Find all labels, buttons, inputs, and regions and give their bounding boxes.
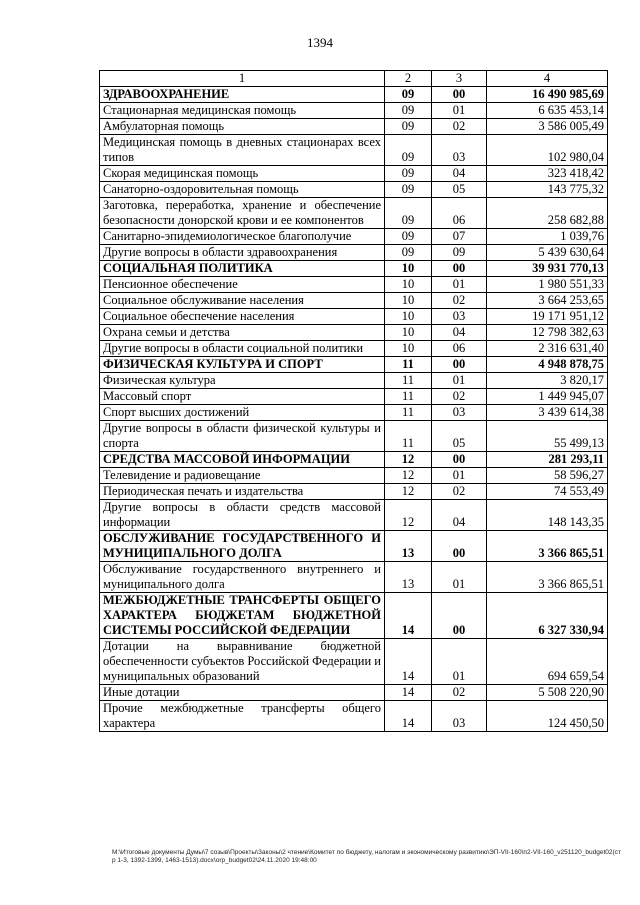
table-section-row: [100, 357, 608, 373]
row-section-code: 11: [385, 421, 432, 452]
table-header-row: [100, 71, 608, 87]
row-amount: 39 931 770,13: [487, 261, 608, 277]
table-row: [100, 639, 608, 685]
row-name: Периодическая печать и издательства: [100, 484, 385, 500]
row-amount: 124 450,50: [487, 701, 608, 732]
row-subsection-code: 02: [432, 389, 487, 405]
row-amount: 12 798 382,63: [487, 325, 608, 341]
row-subsection-code: 02: [432, 293, 487, 309]
table-section-row: [100, 531, 608, 562]
row-subsection-code: 00: [432, 531, 487, 562]
row-subsection-code: 05: [432, 421, 487, 452]
table-row: [100, 701, 608, 732]
row-amount: 3 586 005,49: [487, 119, 608, 135]
table-row: [100, 421, 608, 452]
table-row: [100, 562, 608, 593]
row-amount: 281 293,11: [487, 452, 608, 468]
row-amount: 58 596,27: [487, 468, 608, 484]
row-section-code: 09: [385, 229, 432, 245]
row-name: Охрана семьи и детства: [100, 325, 385, 341]
row-name: Обслуживание государственного внутреннего и муниципального долга: [100, 562, 385, 593]
row-section-code: 14: [385, 701, 432, 732]
row-name: ОБСЛУЖИВАНИЕ ГОСУДАРСТВЕННОГО И МУНИЦИПАЛЬНОГО ДОЛГА: [100, 531, 385, 562]
row-section-code: 10: [385, 309, 432, 325]
row-amount: 2 316 631,40: [487, 341, 608, 357]
row-section-code: 10: [385, 277, 432, 293]
row-section-code: 11: [385, 357, 432, 373]
budget-table: [99, 70, 608, 732]
row-section-code: 09: [385, 135, 432, 166]
row-name: Другие вопросы в области здравоохранения: [100, 245, 385, 261]
table-row: [100, 166, 608, 182]
table-row: [100, 500, 608, 531]
row-name: СОЦИАЛЬНАЯ ПОЛИТИКА: [100, 261, 385, 277]
row-section-code: 11: [385, 405, 432, 421]
row-subsection-code: 00: [432, 452, 487, 468]
row-amount: 5 508 220,90: [487, 685, 608, 701]
row-subsection-code: 09: [432, 245, 487, 261]
row-name: Массовый спорт: [100, 389, 385, 405]
row-subsection-code: 04: [432, 325, 487, 341]
table-row: [100, 277, 608, 293]
row-amount: 3 366 865,51: [487, 562, 608, 593]
row-section-code: 13: [385, 562, 432, 593]
row-amount: 5 439 630,64: [487, 245, 608, 261]
row-name: Телевидение и радиовещание: [100, 468, 385, 484]
row-amount: 148 143,35: [487, 500, 608, 531]
page-number: 1394: [307, 35, 333, 50]
table-row: [100, 373, 608, 389]
row-name: Спорт высших достижений: [100, 405, 385, 421]
row-section-code: 12: [385, 468, 432, 484]
row-section-code: 10: [385, 341, 432, 357]
column-header-amount: 4: [487, 71, 608, 87]
table-row: [100, 341, 608, 357]
row-amount: 1 449 945,07: [487, 389, 608, 405]
row-section-code: 12: [385, 484, 432, 500]
row-amount: 6 327 330,94: [487, 593, 608, 639]
row-section-code: 11: [385, 389, 432, 405]
row-subsection-code: 01: [432, 103, 487, 119]
row-name: Скорая медицинская помощь: [100, 166, 385, 182]
row-amount: 3 439 614,38: [487, 405, 608, 421]
row-subsection-code: 05: [432, 182, 487, 198]
row-subsection-code: 01: [432, 468, 487, 484]
row-name: Социальное обслуживание населения: [100, 293, 385, 309]
row-section-code: 09: [385, 103, 432, 119]
row-subsection-code: 02: [432, 484, 487, 500]
row-name: Прочие межбюджетные трансферты общего характера: [100, 701, 385, 732]
row-name: МЕЖБЮДЖЕТНЫЕ ТРАНСФЕРТЫ ОБЩЕГО ХАРАКТЕРА БЮДЖЕТАМ БЮДЖЕТНОЙ СИСТЕМЫ РОССИЙСКОЙ ФЕДЕРАЦИИ: [100, 593, 385, 639]
row-amount: 3 366 865,51: [487, 531, 608, 562]
row-subsection-code: 00: [432, 261, 487, 277]
table-section-row: [100, 261, 608, 277]
row-amount: 1 039,76: [487, 229, 608, 245]
row-subsection-code: 04: [432, 500, 487, 531]
row-section-code: 14: [385, 685, 432, 701]
row-section-code: 11: [385, 373, 432, 389]
table-row: [100, 685, 608, 701]
row-amount: 3 820,17: [487, 373, 608, 389]
row-section-code: 10: [385, 325, 432, 341]
row-amount: 4 948 878,75: [487, 357, 608, 373]
table-section-row: [100, 593, 608, 639]
table-row: [100, 468, 608, 484]
row-subsection-code: 00: [432, 357, 487, 373]
row-section-code: 14: [385, 639, 432, 685]
row-subsection-code: 01: [432, 639, 487, 685]
row-name: Пенсионное обеспечение: [100, 277, 385, 293]
table-row: [100, 135, 608, 166]
row-name: Заготовка, переработка, хранение и обеспечение безопасности донорской крови и ее компонентов: [100, 198, 385, 229]
table-row: [100, 484, 608, 500]
row-subsection-code: 07: [432, 229, 487, 245]
row-section-code: 09: [385, 87, 432, 103]
column-header-name: 1: [100, 71, 385, 87]
row-subsection-code: 02: [432, 119, 487, 135]
row-subsection-code: 03: [432, 309, 487, 325]
row-subsection-code: 00: [432, 593, 487, 639]
row-amount: 102 980,04: [487, 135, 608, 166]
row-subsection-code: 06: [432, 341, 487, 357]
row-amount: 55 499,13: [487, 421, 608, 452]
row-name: Амбулаторная помощь: [100, 119, 385, 135]
row-name: Другие вопросы в области физической культуры и спорта: [100, 421, 385, 452]
row-name: Медицинская помощь в дневных стационарах всех типов: [100, 135, 385, 166]
row-subsection-code: 02: [432, 685, 487, 701]
row-section-code: 09: [385, 166, 432, 182]
row-section-code: 09: [385, 182, 432, 198]
row-amount: 74 553,49: [487, 484, 608, 500]
row-amount: 258 682,88: [487, 198, 608, 229]
row-subsection-code: 01: [432, 562, 487, 593]
row-subsection-code: 03: [432, 405, 487, 421]
footer-file-path: M:\Итоговые документы Думы\7 созыв\Проекты\Законы\2 чтение\Комитет по бюджету, налогам и экономическому развитию\ЭП-VII-160\п2-VII-160_v251120_budget02(стр 1-3, 1392-1399, 1463-1513).docx\orp_budget02\24.11.2020 19:48:00: [112, 849, 621, 864]
row-amount: 6 635 453,14: [487, 103, 608, 119]
row-section-code: 09: [385, 198, 432, 229]
table-row: [100, 119, 608, 135]
row-name: Социальное обеспечение населения: [100, 309, 385, 325]
table-section-row: [100, 87, 608, 103]
table-row: [100, 103, 608, 119]
row-name: Иные дотации: [100, 685, 385, 701]
row-subsection-code: 01: [432, 373, 487, 389]
row-section-code: 14: [385, 593, 432, 639]
row-amount: 16 490 985,69: [487, 87, 608, 103]
row-subsection-code: 04: [432, 166, 487, 182]
table-row: [100, 182, 608, 198]
row-name: Дотации на выравнивание бюджетной обеспеченности субъектов Российской Федерации и муниципальных образований: [100, 639, 385, 685]
column-header-section: 2: [385, 71, 432, 87]
row-name: Другие вопросы в области средств массовой информации: [100, 500, 385, 531]
row-subsection-code: 06: [432, 198, 487, 229]
row-name: Другие вопросы в области социальной политики: [100, 341, 385, 357]
table-row: [100, 229, 608, 245]
row-amount: 694 659,54: [487, 639, 608, 685]
row-section-code: 10: [385, 293, 432, 309]
row-amount: 323 418,42: [487, 166, 608, 182]
table-row: [100, 309, 608, 325]
row-subsection-code: 03: [432, 135, 487, 166]
row-amount: 3 664 253,65: [487, 293, 608, 309]
row-name: Санитарно-эпидемиологическое благополучие: [100, 229, 385, 245]
row-name: Санаторно-оздоровительная помощь: [100, 182, 385, 198]
row-section-code: 10: [385, 261, 432, 277]
row-amount: 19 171 951,12: [487, 309, 608, 325]
row-section-code: 12: [385, 452, 432, 468]
row-name: Физическая культура: [100, 373, 385, 389]
row-subsection-code: 03: [432, 701, 487, 732]
row-name: СРЕДСТВА МАССОВОЙ ИНФОРМАЦИИ: [100, 452, 385, 468]
table-row: [100, 293, 608, 309]
row-subsection-code: 01: [432, 277, 487, 293]
table-row: [100, 405, 608, 421]
row-amount: 1 980 551,33: [487, 277, 608, 293]
table-section-row: [100, 452, 608, 468]
row-section-code: 13: [385, 531, 432, 562]
row-name: ФИЗИЧЕСКАЯ КУЛЬТУРА И СПОРТ: [100, 357, 385, 373]
row-name: ЗДРАВООХРАНЕНИЕ: [100, 87, 385, 103]
row-section-code: 09: [385, 119, 432, 135]
row-name: Стационарная медицинская помощь: [100, 103, 385, 119]
row-section-code: 09: [385, 245, 432, 261]
table-row: [100, 245, 608, 261]
table-row: [100, 198, 608, 229]
column-header-subsection: 3: [432, 71, 487, 87]
row-section-code: 12: [385, 500, 432, 531]
table-row: [100, 389, 608, 405]
table-row: [100, 325, 608, 341]
row-subsection-code: 00: [432, 87, 487, 103]
row-amount: 143 775,32: [487, 182, 608, 198]
